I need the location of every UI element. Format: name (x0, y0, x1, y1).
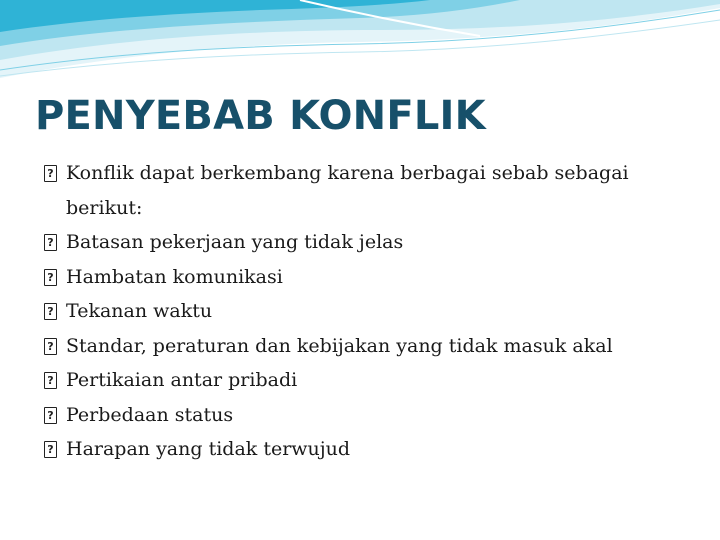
replacement-char-icon (44, 303, 57, 320)
bullet-text: Standar, peraturan dan kebijakan yang tidak masuk akal (66, 334, 613, 357)
bullet-text: Hambatan komunikasi (66, 265, 283, 288)
list-item (44, 398, 694, 433)
header-wave-decoration (0, 0, 720, 90)
replacement-char-icon (44, 372, 57, 389)
list-item (44, 156, 694, 225)
replacement-char-icon (44, 234, 57, 251)
list-item (44, 432, 694, 467)
bullet-text: Perbedaan status (66, 403, 234, 426)
replacement-char-icon (44, 407, 57, 424)
bullet-text: Konflik dapat berkembang karena berbagai sebab sebagai berikut: (66, 162, 629, 219)
list-item (44, 329, 694, 364)
replacement-char-icon (44, 269, 57, 286)
slide-title: PENYEBAB KONFLIK (35, 93, 486, 139)
replacement-char-icon (44, 441, 57, 458)
list-item (44, 294, 694, 329)
list-item (44, 363, 694, 398)
bullet-text: Tekanan waktu (66, 300, 213, 322)
list-item (44, 225, 694, 260)
replacement-char-icon (44, 338, 57, 355)
bullet-text: Batasan pekerjaan yang tidak jelas (66, 231, 404, 253)
bullet-list (44, 156, 694, 467)
replacement-char-icon (44, 165, 57, 182)
bullet-text: Harapan yang tidak terwujud (66, 438, 351, 460)
bullet-text: Pertikaian antar pribadi (66, 369, 298, 391)
list-item (44, 260, 694, 295)
